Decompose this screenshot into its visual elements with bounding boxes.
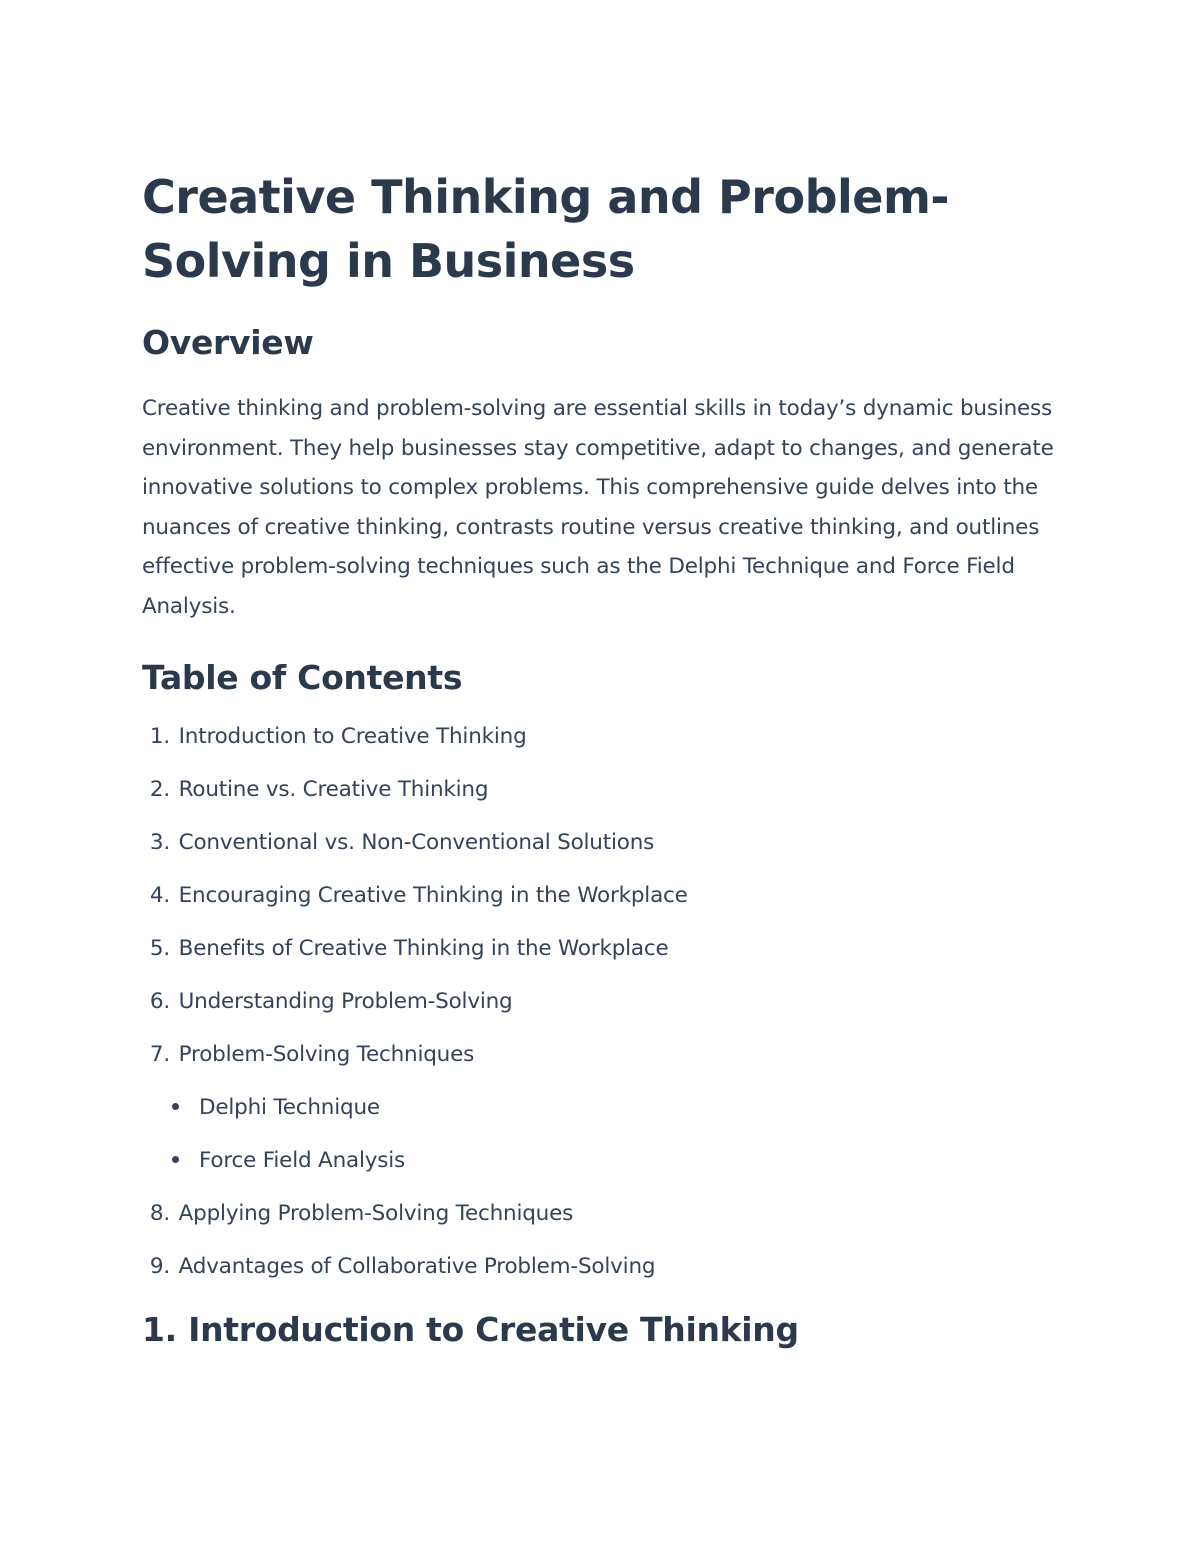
toc-subitem-force-field[interactable]	[142, 1148, 1062, 1174]
table-of-contents	[142, 724, 1062, 1280]
toc-item-1[interactable]	[142, 724, 1062, 750]
toc-item-label: Benefits of Creative Thinking in the Workplace	[178, 936, 669, 961]
toc-subitem-label: Force Field Analysis	[199, 1148, 406, 1173]
toc-item-number: 2.	[149, 777, 170, 802]
document-page	[142, 165, 1062, 1350]
overview-heading: Overview	[142, 323, 314, 362]
section-1-heading: 1. Introduction to Creative Thinking	[142, 1310, 799, 1349]
toc-item-6[interactable]	[142, 989, 1062, 1015]
toc-item-label: Encouraging Creative Thinking in the Workplace	[178, 883, 688, 908]
toc-item-label: Understanding Problem-Solving	[178, 989, 513, 1014]
toc-item-label: Conventional vs. Non-Conventional Solutions	[178, 830, 655, 855]
toc-item-label: Applying Problem-Solving Techniques	[178, 1201, 574, 1226]
toc-item-number: 3.	[149, 830, 170, 855]
toc-subitem-delphi[interactable]	[142, 1095, 1062, 1121]
toc-item-7[interactable]	[142, 1042, 1062, 1068]
toc-item-8[interactable]	[142, 1201, 1062, 1227]
toc-item-label: Advantages of Collaborative Problem-Solving	[178, 1254, 656, 1279]
bullet-icon	[172, 1156, 179, 1163]
toc-item-label: Problem-Solving Techniques	[178, 1042, 475, 1067]
toc-item-number: 1.	[149, 724, 170, 749]
toc-item-number: 4.	[149, 883, 170, 908]
toc-item-2[interactable]	[142, 777, 1062, 803]
document-title: Creative Thinking and Problem-Solving in Business	[142, 170, 949, 288]
toc-item-label: Routine vs. Creative Thinking	[178, 777, 489, 802]
toc-item-label: Introduction to Creative Thinking	[178, 724, 527, 749]
toc-item-9[interactable]	[142, 1254, 1062, 1280]
toc-item-3[interactable]	[142, 830, 1062, 856]
toc-heading: Table of Contents	[142, 658, 463, 697]
toc-item-5[interactable]	[142, 936, 1062, 962]
bullet-icon	[172, 1103, 179, 1110]
toc-item-4[interactable]	[142, 883, 1062, 909]
toc-item-number: 9.	[149, 1254, 170, 1279]
toc-item-number: 8.	[149, 1201, 170, 1226]
overview-paragraph: Creative thinking and problem-solving are essential skills in today’s dynamic business environment. They help businesses stay competitive, adapt to changes, and generate innovative solutions to complex problems. This comprehensive guide delves into the nuances of creative thinking, contrasts routine versus creative thinking, and outlines effective problem-solving techniques such as the Delphi Technique and Force Field Analysis.	[142, 396, 1054, 619]
toc-item-number: 7.	[149, 1042, 170, 1067]
toc-subitem-label: Delphi Technique	[199, 1095, 380, 1120]
toc-item-number: 6.	[149, 989, 170, 1014]
toc-item-number: 5.	[149, 936, 170, 961]
